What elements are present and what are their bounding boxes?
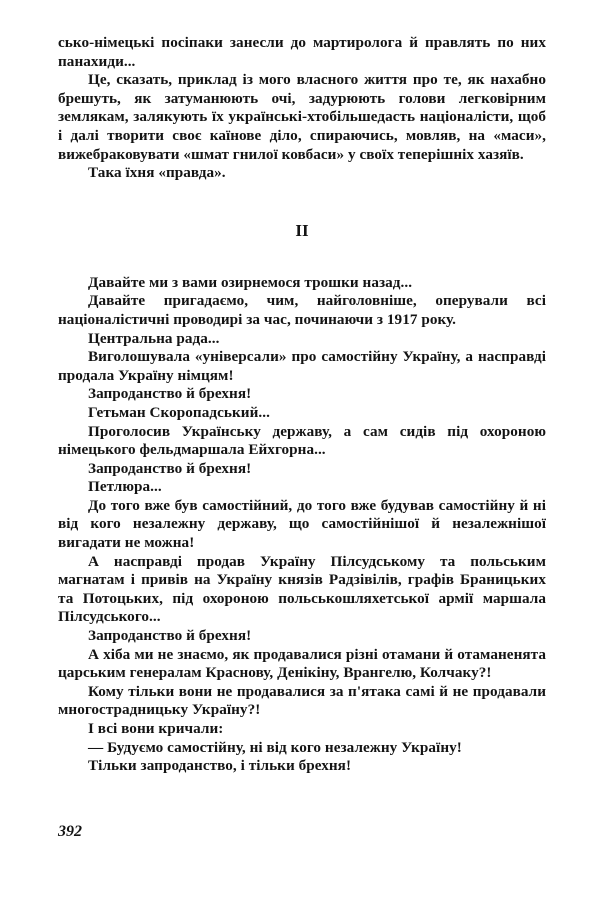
paragraph: Це, сказать, приклад із мого власного життя про те, як нахабно брешуть, як затуманюють очі, задурюють голови легковірним землякам, залякують їх українські-хтобільшедасть націоналісти, щоб і далі творити своє каїнове діло, спираючись, мовляв, на «маси», вижебраковувати «шмат гнилої ковбаси» у своїх теперішніх хазяїв. [58,71,546,163]
section-two-text [58,274,546,776]
page-number: 392 [58,823,82,840]
book-page [58,34,546,776]
paragraph: сько-німецькі посіпаки занесли до мартиролога й правлять по них панахиди... [58,34,546,70]
paragraph: Петлюра... [88,478,162,496]
paragraph: Давайте ми з вами озирнемося трошки назад... [88,273,413,291]
paragraph: Кому тільки вони не продавалися за п'ятака самі й не продавали многострадницьку Україну?! [58,682,546,719]
paragraph: Давайте пригадаємо, чим, найголовніше, оперували всі націоналістичні проводирі за час, починаючи з 1917 року. [58,292,546,328]
paragraph: Гетьман Скоропадський... [88,403,270,421]
paragraph: — Будуємо самостійну, ні від кого незалежну Україну! [88,738,462,756]
paragraph: Виголошувала «універсали» про самостійну Україну, а насправді продала Україну німцям! [58,348,546,384]
paragraph: А насправді продав Україну Пілсудському та польським магнатам і привів на Україну князів Радзівілів, графів Браницьких та Потоцьких, під охороною польськошляхетської армії маршала Пілсудського... [58,552,546,626]
section-heading: II [295,220,309,240]
paragraph: Проголосив Українську державу, а сам сидів під охороною німецького фельдмаршала Ейхгорна... [58,422,546,459]
section-one-text [58,34,546,183]
paragraph: Запроданство й брехня! [88,627,252,645]
paragraph: Така їхня «правда». [88,164,226,182]
paragraph: Центральна рада... [88,329,220,347]
paragraph: До того вже був самостійний, до того вже будував самостійну й ні від кого незалежну державу, що самостійнішої й незалежнішої вигадати не можна! [58,496,546,552]
paragraph: А хіба ми не знаємо, як продавалися різні отамани й отаманенята царським генералам Краснову, Денікіну, Врангелю, Колчаку?! [58,645,546,682]
paragraph: Тільки запроданство, і тільки брехня! [88,757,352,775]
paragraph: Запроданство й брехня! [88,459,252,477]
paragraph: Запроданство й брехня! [88,385,252,403]
paragraph: І всі вони кричали: [88,720,224,737]
